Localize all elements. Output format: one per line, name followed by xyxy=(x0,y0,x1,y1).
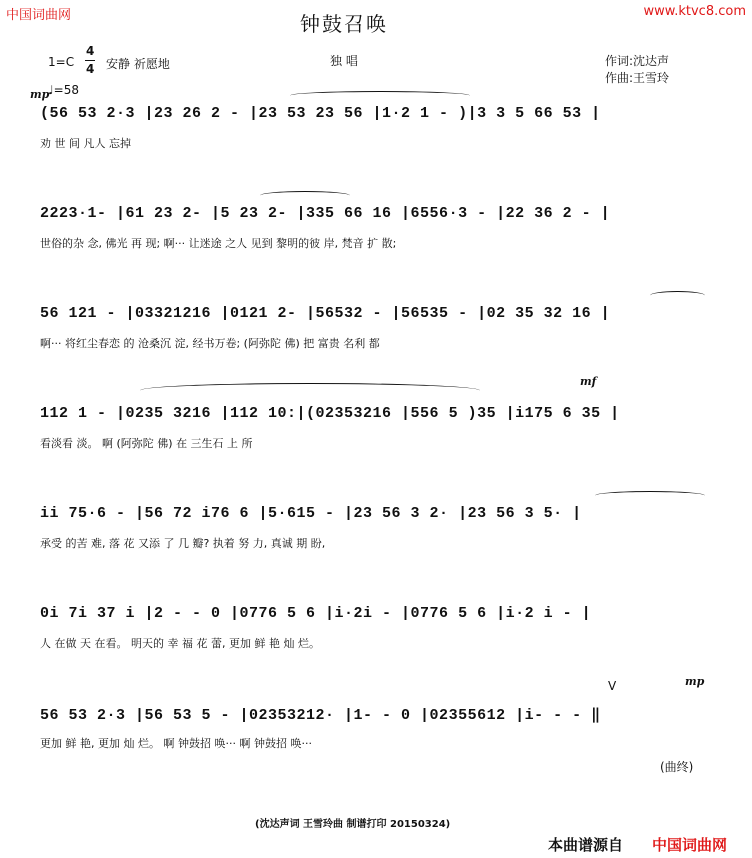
tempo-marking: ♩=58 xyxy=(48,83,79,97)
score-line-1 xyxy=(40,105,712,165)
notation-line: 2223·1- |61 23 2- |5 23 2- |335 66 16 |6556·3 - |22 36 2 - | xyxy=(40,205,611,222)
notation-line: ii 75·6 - |56 72 i76 6 |5·615 - |23 56 3 2· |23 56 3 5· | xyxy=(40,505,582,522)
composer-credit: 作曲:王雪玲 xyxy=(605,71,670,85)
key-signature: 1=C xyxy=(48,55,75,69)
lyricist-credit: 作词:沈达声 xyxy=(605,54,670,68)
footer-credit: (沈达声词 王雪玲曲 制谱打印 20150324) xyxy=(255,819,451,830)
score-line-3 xyxy=(40,305,712,365)
slur-mark xyxy=(595,491,705,500)
lyrics-line: 更加 鲜 艳, 更加 灿 烂。 啊 钟鼓招 唤··· 啊 钟鼓招 唤··· xyxy=(40,737,312,750)
notation-line: 56 121 - |03321216 |0121 2- |56532 - |56535 - |02 35 32 16 | xyxy=(40,305,611,322)
lyrics-line: 人 在做 天 在看。 明天的 幸 福 花 蕾, 更加 鲜 艳 灿 烂。 xyxy=(40,637,320,650)
dynamic-mp-end: mp xyxy=(685,675,705,688)
slur-mark xyxy=(260,191,350,200)
score-line-2 xyxy=(40,205,712,265)
dynamic-mf: mf xyxy=(580,375,597,388)
end-mark: (曲终) xyxy=(660,760,694,774)
notation-line: 56 53 2·3 |56 53 5 - |02353212· |1- - 0 |02355612 |i- - - ‖ xyxy=(40,707,601,724)
breath-mark: V xyxy=(608,679,617,693)
notation-line: 0i 7i 37 i |2 - - 0 |0776 5 6 |i·2i - |0776 5 6 |i·2 i - | xyxy=(40,605,592,622)
score-line-7 xyxy=(40,675,712,765)
score-line-4 xyxy=(40,375,712,465)
lyrics-line: 啊··· 将红尘春恋 的 沧桑沉 淀, 经书万卷; (阿弥陀 佛) 把 富贵 名利 都 xyxy=(40,337,380,350)
slur-mark xyxy=(650,291,705,300)
lyrics-line: 承受 的苦 难, 落 花 又添 了 几 瓣? 执着 努 力, 真诚 期 盼, xyxy=(40,537,326,550)
page-title: 钟鼓召唤 xyxy=(300,12,388,36)
dynamic-mp-start: mp xyxy=(30,88,50,101)
lyrics-line: 劝 世 间 凡人 忘掉 xyxy=(40,137,131,150)
slur-mark xyxy=(290,91,470,100)
time-signature-divider xyxy=(85,60,95,61)
watermark-left: 中国词曲网 xyxy=(6,8,72,23)
score-line-5 xyxy=(40,505,712,565)
notation-line: 112 1 - |0235 3216 |112 10:|(02353216 |556 5 )35 |i175 6 35 | xyxy=(40,405,620,422)
lyrics-line: 世俗的杂 念, 佛光 再 现; 啊··· 让迷途 之人 见到 黎明的彼 岸, 梵音 扩 散; xyxy=(40,237,397,250)
performance-type: 独 唱 xyxy=(330,54,358,68)
watermark-right: www.ktvc8.com xyxy=(643,4,746,19)
time-signature-bottom: 4 xyxy=(86,62,95,76)
lyrics-line: 看淡看 淡。 啊 (阿弥陀 佛) 在 三生石 上 所 xyxy=(40,437,253,450)
score-line-6 xyxy=(40,605,712,665)
time-signature-top: 4 xyxy=(86,44,95,58)
source-label: 本曲谱源自 xyxy=(548,836,624,854)
notation-line: (56 53 2·3 |23 26 2 - |23 53 23 56 |1·2 1 - )|3 3 5 66 53 | xyxy=(40,105,601,122)
mood-marking: 安静 祈愿地 xyxy=(106,57,170,71)
source-site: 中国词曲网 xyxy=(652,836,728,854)
slur-mark xyxy=(140,383,480,398)
